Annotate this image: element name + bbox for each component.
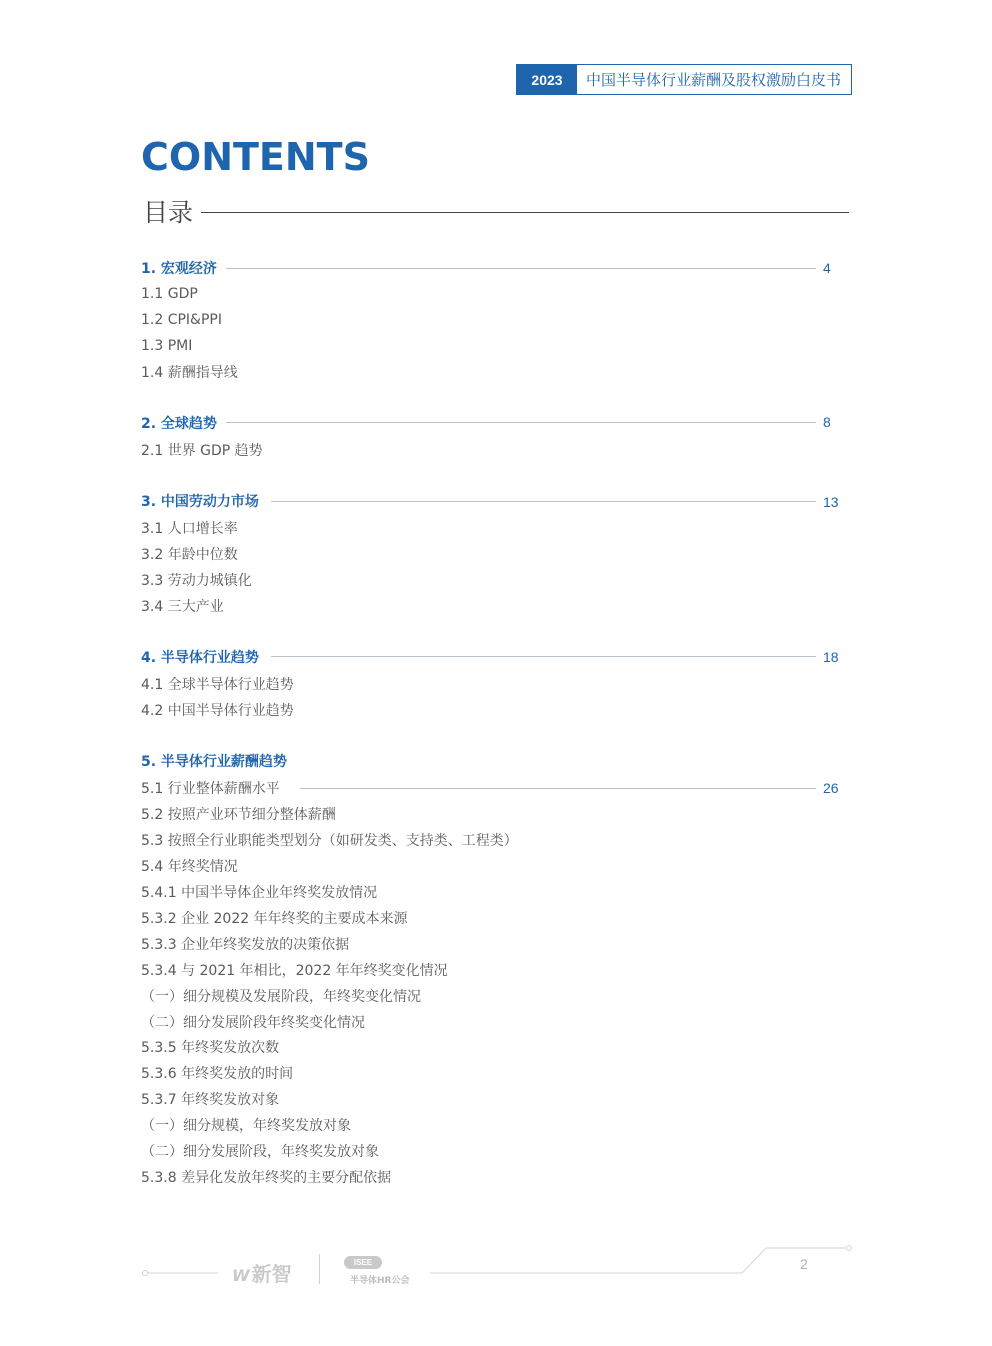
toc-entry-5[interactable]	[141, 749, 287, 773]
toc-entry-text: 5.2 按照产业环节细分整体薪酬	[141, 807, 336, 823]
mulu-heading	[143, 196, 849, 226]
toc-entry-5-3-7-a[interactable]	[141, 1113, 351, 1137]
toc-entry-5-3-4-a[interactable]	[141, 984, 421, 1008]
toc-entry-text: 5.3.3 企业年终奖发放的决策依据	[141, 937, 350, 953]
toc-entry-5-4[interactable]	[141, 854, 238, 878]
xinzhi-logo-mark: W	[232, 1266, 250, 1285]
toc-entry-text: 4. 半导体行业趋势	[141, 650, 259, 666]
toc-entry-text: 5.3.5 年终奖发放次数	[141, 1040, 280, 1056]
page-number: 2	[800, 1256, 808, 1272]
footer-decoration	[0, 1240, 992, 1290]
toc-entry-text: 1.2 CPI&PPI	[141, 312, 222, 328]
toc-entry-5-1[interactable]	[141, 776, 280, 800]
toc-entry-text: 3.2 年龄中位数	[141, 547, 238, 563]
toc-page-number[interactable]: 4	[823, 260, 831, 276]
toc-entry-text: 4.1 全球半导体行业趋势	[141, 677, 294, 693]
toc-entry-text: 5.4.1 中国半导体企业年终奖发放情况	[141, 885, 378, 901]
toc-entry-1-1[interactable]	[141, 282, 198, 306]
toc-entry-text: 5. 半导体行业薪酬趋势	[141, 754, 287, 770]
toc-leader-rule	[226, 422, 816, 423]
toc-entry-3-4[interactable]	[141, 594, 224, 618]
toc-entry-5-3-3[interactable]	[141, 932, 349, 956]
toc-entry-1-3[interactable]	[141, 334, 192, 358]
toc-entry-4-1[interactable]	[141, 672, 294, 696]
toc-entry-text: 3.4 三大产业	[141, 599, 224, 615]
toc-entry-3-3[interactable]	[141, 568, 252, 592]
toc-entry-5-4-1[interactable]	[141, 880, 377, 904]
toc-entry-2-1[interactable]	[141, 438, 263, 462]
toc-entry-5-3-8[interactable]	[141, 1165, 391, 1189]
logo-divider	[319, 1254, 320, 1284]
toc-entry-text: 1.3 PMI	[141, 338, 193, 354]
toc-entry-text: 2. 全球趋势	[141, 416, 217, 432]
toc-entry-5-3-2[interactable]	[141, 906, 408, 930]
mulu-text: 目录	[143, 198, 194, 227]
toc-entry-text: 5.3.4 与 2021 年相比，2022 年年终奖变化情况	[141, 963, 448, 979]
isee-logo-badge: ISEE	[344, 1256, 382, 1269]
toc-entry-text: （一）细分规模及发展阶段，年终奖变化情况	[141, 989, 421, 1005]
toc-leader-rule	[271, 501, 816, 502]
toc-entry-text: 5.3.7 年终奖发放对象	[141, 1092, 280, 1108]
toc-entry-text: 1.4 薪酬指导线	[141, 365, 238, 381]
toc-entry-3-1[interactable]	[141, 516, 238, 540]
toc-entry-text: 5.3.2 企业 2022 年年终奖的主要成本来源	[141, 911, 408, 927]
toc-entry-text: （二）细分发展阶段年终奖变化情况	[141, 1015, 365, 1031]
toc-entry-5-3-7-b[interactable]	[141, 1139, 379, 1163]
toc-page-number[interactable]: 18	[823, 649, 839, 665]
toc-entry-text: 2.1 世界 GDP 趋势	[141, 443, 263, 459]
toc-entry-4-2[interactable]	[141, 698, 294, 722]
toc-entry-5-3-6[interactable]	[141, 1061, 293, 1085]
toc-entry-1-2[interactable]	[141, 308, 222, 332]
toc-page-number[interactable]: 26	[823, 780, 839, 796]
xinzhi-logo	[232, 1258, 292, 1287]
toc-entry-3[interactable]	[141, 489, 259, 513]
toc-entry-text: 5.3.6 年终奖发放的时间	[141, 1066, 294, 1082]
toc-entry-text: 5.1 行业整体薪酬水平	[141, 781, 280, 797]
toc-entry-text: 5.3.8 差异化发放年终奖的主要分配依据	[141, 1170, 392, 1186]
toc-entry-text: 3.3 劳动力城镇化	[141, 573, 252, 589]
toc-entry-text: 4.2 中国半导体行业趋势	[141, 703, 294, 719]
toc-entry-text: 3.1 人口增长率	[141, 521, 238, 537]
contents-title: CONTENTS	[141, 135, 370, 179]
toc-entry-3-2[interactable]	[141, 542, 238, 566]
toc-entry-1[interactable]	[141, 256, 217, 280]
toc-page-number[interactable]: 13	[823, 494, 839, 510]
toc-entry-2[interactable]	[141, 411, 217, 435]
toc-entry-text: （一）细分规模，年终奖发放对象	[141, 1118, 351, 1134]
toc-entry-1-4[interactable]	[141, 360, 238, 384]
toc-leader-rule	[271, 656, 816, 657]
header-year: 2023	[517, 65, 577, 94]
toc-entry-text: 1.1 GDP	[141, 286, 198, 302]
toc-entry-5-3-4-b[interactable]	[141, 1010, 365, 1034]
toc-entry-5-3[interactable]	[141, 828, 518, 852]
mulu-rule	[201, 212, 849, 213]
toc-entry-text: （二）细分发展阶段，年终奖发放对象	[141, 1144, 379, 1160]
toc-entry-5-3-4[interactable]	[141, 958, 448, 982]
toc-entry-5-2[interactable]	[141, 802, 336, 826]
toc-entry-text: 5.4 年终奖情况	[141, 859, 238, 875]
toc-entry-4[interactable]	[141, 645, 259, 669]
page-footer	[0, 1240, 992, 1290]
header-banner	[516, 64, 852, 95]
toc-entry-5-3-7[interactable]	[141, 1087, 279, 1111]
toc-entry-5-3-5[interactable]	[141, 1035, 279, 1059]
toc-page-number[interactable]: 8	[823, 414, 831, 430]
toc-leader-rule	[300, 788, 816, 789]
isee-logo-text: 半导体HR公会	[350, 1276, 410, 1286]
xinzhi-logo-text: 新智	[251, 1262, 292, 1286]
toc-entry-text: 5.3 按照全行业职能类型划分（如研发类、支持类、工程类）	[141, 833, 518, 849]
toc-entry-text: 3. 中国劳动力市场	[141, 494, 259, 510]
toc-leader-rule	[226, 268, 816, 269]
header-title: 中国半导体行业薪酬及股权激励白皮书	[586, 71, 842, 89]
toc-entry-text: 1. 宏观经济	[141, 261, 217, 277]
